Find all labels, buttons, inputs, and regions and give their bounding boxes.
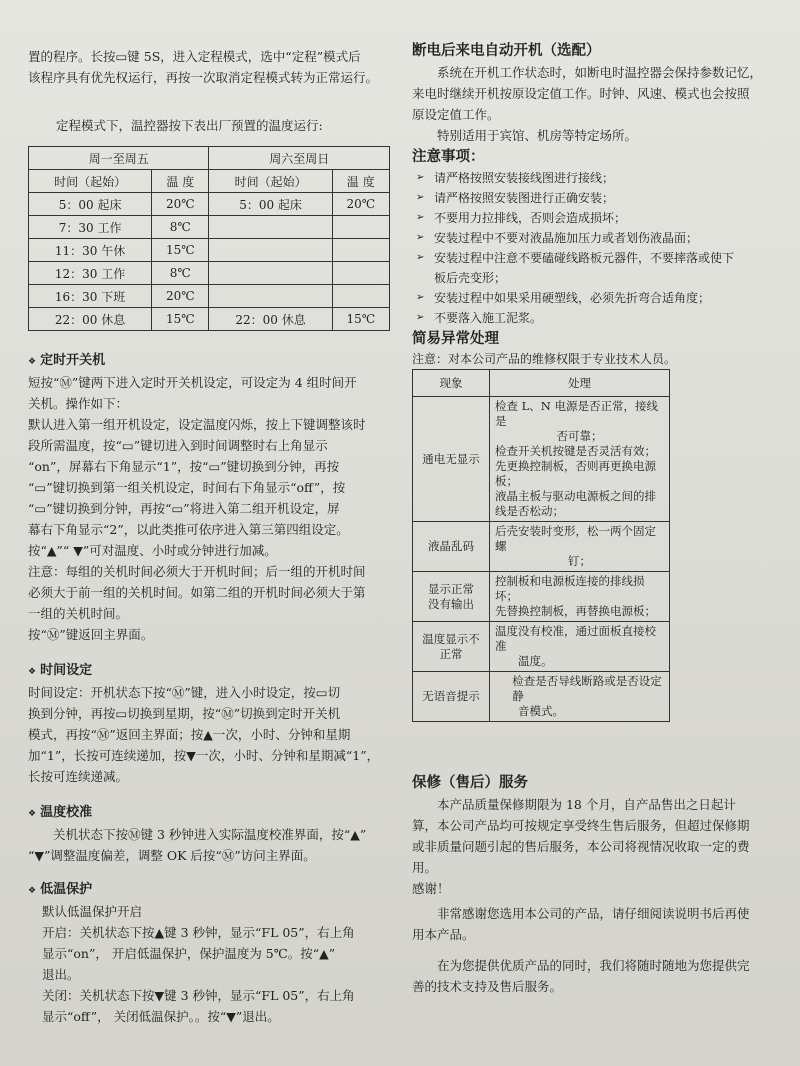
warranty-line: 算，本公司产品均可按规定享受终生售后服务，但超过保修期 — [412, 818, 750, 833]
diamond-bullet-icon: ❖ — [28, 667, 37, 677]
fault-symptom: 温度显示不 正常 — [413, 622, 490, 672]
timer-line: 按“Ⓜ”键返回主界面。 — [28, 627, 154, 642]
schedule-cell: 16：30 下班 — [29, 285, 152, 308]
schedule-cell: 15℃ — [152, 239, 209, 262]
power-line: 来电时继续开机按原设定值工作。时钟、风速、模式也会按照 — [412, 86, 750, 101]
timer-heading: ❖ 定时开关机 — [28, 353, 106, 368]
time-line: 模式，再按“Ⓜ”返回主界面；按▲一次，小时、分钟和星期 — [28, 727, 351, 742]
schedule-cell: 12：30 工作 — [29, 262, 152, 285]
schedule-cell — [332, 239, 389, 262]
notes-heading: 注意事项： — [412, 149, 485, 165]
low-temp-heading: ❖ 低温保护 — [28, 882, 93, 897]
fault-col-symptom: 现象 — [413, 370, 490, 397]
list-item: ➢ 不要落入施工泥浆。 — [412, 308, 782, 328]
time-setting-body — [28, 682, 400, 787]
table-intro: 定程模式下，温控器按下表出厂预置的温度运行: — [56, 118, 323, 133]
timer-line: 默认进入第一组开机设定，设定温度闪烁，按上下键调整该时 — [28, 417, 366, 432]
low-line: 默认低温保护开启 — [42, 904, 143, 919]
power-line: 系统在开机工作状态时，如断电时温控器会保持参数记忆， — [437, 65, 763, 80]
fault-symptom: 液晶乱码 — [413, 522, 490, 572]
schedule-cell — [332, 262, 389, 285]
table-row — [413, 397, 670, 522]
schedule-group-weekday: 周一至周五 — [29, 147, 209, 170]
low-line: 关闭：关机状态下按▼键 3 秒钟，显示“FL 05”，右上角 — [42, 988, 355, 1003]
time-line: 换到分钟，再按▭切换到星期，按“Ⓜ”切换到定时开关机 — [28, 706, 341, 721]
list-item: ➢ 安装过程中注意不要磕碰线路板元器件，不要摔落或使下 — [412, 248, 782, 268]
fault-symptom: 无语音提示 — [413, 672, 490, 722]
power-recovery-heading: 断电后来电自动开机（选配） — [412, 43, 601, 59]
low-line: 退出。 — [42, 967, 80, 982]
fault-heading: 简易异常处理 — [412, 331, 499, 347]
schedule-group-weekend: 周六至周日 — [209, 147, 390, 170]
intro-line-2: 该程序具有优先权运行，再按一次取消定程模式转为正常运行。 — [28, 70, 379, 85]
calib-line: 关机状态下按Ⓜ键 3 秒钟进入实际温度校准界面，按“▲” — [53, 827, 367, 842]
schedule-col-temp: 温 度 — [152, 170, 209, 193]
support-line: 在为您提供优质产品的同时，我们将随时随地为您提供完 — [437, 958, 750, 973]
timer-line: 段所需温度，按“▭”键切进入到时间调整时右上角显示 — [28, 438, 328, 453]
list-item: ➢ 安装过程中不要对液晶施加压力或者划伤液晶面； — [412, 228, 782, 248]
low-line: 显示“off”， 关闭低温保护。。按“▼”退出。 — [42, 1009, 280, 1024]
table-row — [413, 522, 670, 572]
schedule-cell — [209, 239, 332, 262]
schedule-cell: 5：00 起床 — [29, 193, 152, 216]
arrow-bullet-icon: ➢ — [416, 292, 425, 303]
schedule-cell — [209, 262, 332, 285]
schedule-cell — [332, 216, 389, 239]
timer-line: 按“▲”“ ▼”可对温度、小时或分钟进行加减。 — [28, 543, 277, 558]
arrow-bullet-icon: ➢ — [416, 252, 425, 263]
diamond-bullet-icon: ❖ — [28, 357, 37, 367]
notes-list — [412, 168, 782, 328]
thanks-line: 用本产品。 — [412, 927, 475, 942]
schedule-cell — [209, 216, 332, 239]
diamond-bullet-icon: ❖ — [28, 886, 37, 896]
arrow-bullet-icon: ➢ — [416, 312, 425, 323]
warranty-heading: 保修（售后）服务 — [412, 775, 528, 791]
fault-col-fix: 处理 — [490, 370, 670, 397]
table-row — [413, 672, 670, 722]
arrow-bullet-icon: ➢ — [416, 232, 425, 243]
calibration-body — [28, 824, 400, 866]
table-row — [413, 622, 670, 672]
timer-line: 关机。操作如下： — [28, 396, 129, 411]
fault-note: 注意：对本公司产品的维修权限于专业技术人员。 — [412, 352, 677, 366]
power-line: 原设定值工作。 — [412, 107, 500, 122]
timer-line: “on”，屏幕右下角显示“1”，按“▭”键切换到分钟，再按 — [28, 459, 340, 474]
warranty-line: 本产品质量保修期限为 18 个月，自产品售出之日起计 — [437, 797, 736, 812]
schedule-cell: 5：00 起床 — [209, 193, 332, 216]
schedule-col-time: 时间（起始） — [29, 170, 152, 193]
schedule-cell: 20℃ — [152, 285, 209, 308]
arrow-bullet-icon: ➢ — [416, 212, 425, 223]
schedule-cell: 7：30 工作 — [29, 216, 152, 239]
time-setting-heading: ❖ 时间设定 — [28, 663, 93, 678]
timer-line: 一组的关机时间。 — [28, 606, 129, 621]
fault-fix: 后壳安装时变形，松一两个固定螺 钉； — [490, 522, 670, 572]
list-item-continued: 板后壳变形； — [434, 271, 507, 285]
list-item: ➢ 不要用力拉排线，否则会造成损坏； — [412, 208, 782, 228]
timer-body — [28, 372, 400, 645]
support-line: 善的技术支持及售后服务。 — [412, 979, 563, 994]
schedule-cell — [209, 285, 332, 308]
right-column — [412, 0, 782, 997]
schedule-cell: 8℃ — [152, 216, 209, 239]
schedule-cell: 15℃ — [332, 308, 389, 331]
schedule-cell: 22：00 休息 — [209, 308, 332, 331]
timer-line: 幕右下角显示“2”，以此类推可依序进入第三第四组设定。 — [28, 522, 349, 537]
time-line: 长按可连续递减。 — [28, 769, 129, 784]
schedule-cell: 22：00 休息 — [29, 308, 152, 331]
list-item: ➢ 请严格按照安装接线图进行接线； — [412, 168, 782, 188]
schedule-col-temp: 温 度 — [332, 170, 389, 193]
fault-fix: 检查是否导线断路或是否设定静 音模式。 — [490, 672, 670, 722]
timer-line: 注意：每组的关机时间必须大于开机时间；后一组的开机时间 — [28, 564, 366, 579]
arrow-bullet-icon: ➢ — [416, 172, 425, 183]
list-item: ➢ 请严格按照安装图进行正确安装； — [412, 188, 782, 208]
timer-line: 短按“Ⓜ”键两下进入定时开关机设定，可设定为 4 组时间开 — [28, 375, 357, 390]
fault-table — [412, 369, 670, 722]
time-line: 时间设定：开机状态下按“Ⓜ”键，进入小时设定，按▭切 — [28, 685, 341, 700]
intro-line-1: 置的程序。长按▭键 5S，进入定程模式，选中“定程”模式后 — [28, 49, 361, 64]
arrow-bullet-icon: ➢ — [416, 192, 425, 203]
fault-symptom: 显示正常 没有输出 — [413, 572, 490, 622]
left-column — [28, 0, 400, 1027]
schedule-table — [28, 146, 390, 331]
low-line: 开启：关机状态下按▲键 3 秒钟，显示“FL 05”，右上角 — [42, 925, 355, 940]
fault-symptom: 通电无显示 — [413, 397, 490, 522]
schedule-cell: 11：30 午休 — [29, 239, 152, 262]
low-temp-body — [28, 901, 400, 1027]
low-line: 显示“on”， 开启低温保护，保护温度为 5℃。按“▲” — [42, 946, 336, 961]
diamond-bullet-icon: ❖ — [28, 809, 37, 819]
timer-line: “▭”键切换到分钟，再按“▭”将进入第二组开机设定，屏 — [28, 501, 340, 516]
warranty-line: 用。 — [412, 860, 438, 875]
schedule-col-time: 时间（起始） — [209, 170, 332, 193]
fault-fix: 控制板和电源板连接的排线损坏； 先替换控制板，再替换电源板； — [490, 572, 670, 622]
schedule-cell: 8℃ — [152, 262, 209, 285]
timer-line: “▭”键切换到第一组关机设定，时间右下角显示“off”，按 — [28, 480, 346, 495]
schedule-cell: 20℃ — [332, 193, 389, 216]
power-line: 特别适用于宾馆、机房等特定场所。 — [437, 128, 638, 143]
thanks-label: 感谢！ — [412, 881, 450, 896]
fault-fix: 检查 L、N 电源是否正常，接线是 否可靠； 检查开关机按键是否灵活有效； 先更换控制板，否则再更换电源 板； 液晶主板与驱动电源板之间的排 线是否松动； — [490, 397, 670, 522]
timer-line: 必须大于前一组的关机时间。如第二组的开机时间必须大于第 — [28, 585, 366, 600]
schedule-cell — [332, 285, 389, 308]
schedule-cell: 15℃ — [152, 308, 209, 331]
list-item: ➢ 安装过程中如果采用硬塑线，必须先折弯合适角度； — [412, 288, 782, 308]
thanks-line: 非常感谢您选用本公司的产品，请仔细阅读说明书后再使 — [437, 906, 750, 921]
schedule-cell: 20℃ — [152, 193, 209, 216]
fault-fix: 温度没有校准，通过面板直接校准 温度。 — [490, 622, 670, 672]
time-line: 加“1”，长按可连续递加，按▼一次，小时、分钟和星期减“1”， — [28, 748, 380, 763]
table-row — [413, 572, 670, 622]
warranty-line: 或非质量问题引起的售后服务，本公司将视情况收取一定的费 — [412, 839, 750, 854]
calib-line: “▼”调整温度偏差，调整 OK 后按“Ⓜ”访问主界面。 — [28, 848, 316, 863]
calibration-heading: ❖ 温度校准 — [28, 805, 93, 820]
